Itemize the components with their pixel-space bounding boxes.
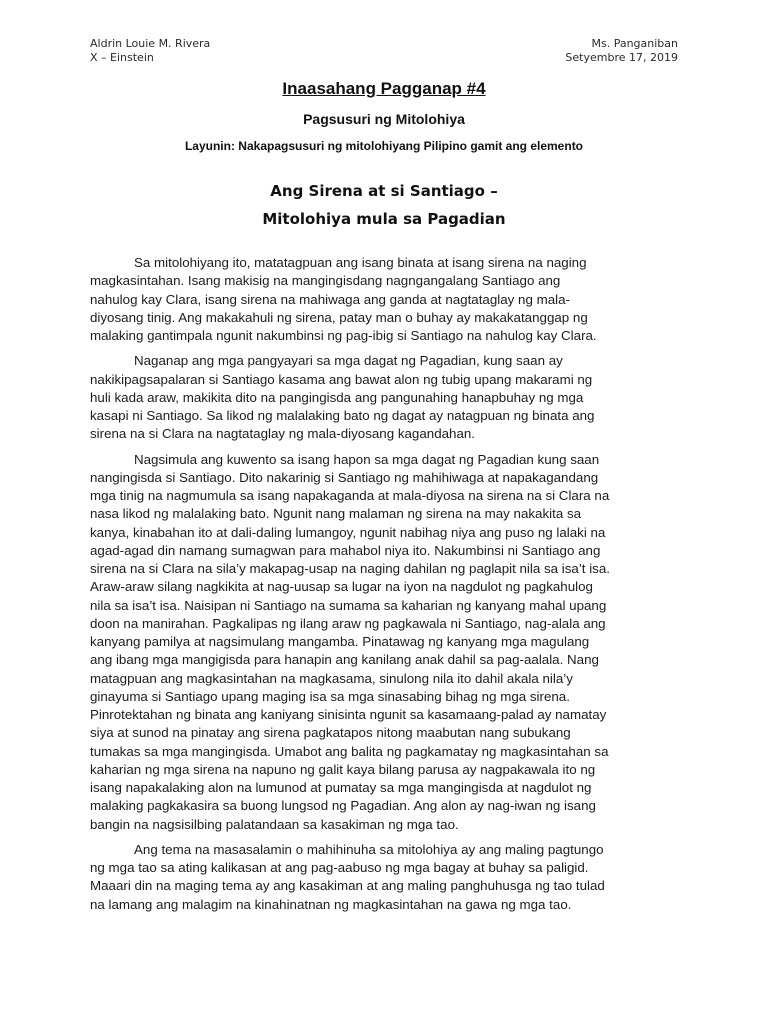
paragraph-line: ng mga tao sa ating kalikasan at ang pag-aabuso ng mga bagay at buhay sa paligid. — [90, 860, 589, 875]
paragraph-line: isang napakalaking alon na lumunod at pumatay sa mga mangingisda at nagdulot ng — [90, 780, 592, 795]
objective-line: Layunin: Nakapagsusuri ng mitolohiyang Pilipino gamit ang elemento — [184, 139, 584, 153]
paragraph-line: malaking pagkakasira sa buong lungsod ng Pagadian. Ang alon ay nag-iwan ng isang — [90, 798, 596, 814]
paragraph-line: sirena na si Clara na sila’y makapag-usap na naging dahilan ng paglapit nila sa isa’t isa. — [90, 561, 610, 576]
body-paragraph — [90, 254, 678, 345]
paragraph-line: magkasintahan. Isang makisig na mangingisdang nagngangalang Santiago ang — [90, 273, 561, 289]
story-title-line-2: Mitolohiya mula sa Pagadian — [262, 210, 506, 228]
paragraph-line: matagpuan ang magkasintahan na magkasama, sinulong nila ito dahil akala nila’y — [90, 670, 573, 686]
paragraph-line: malaking gantimpala ngunit nakumbinsi ng pag-ibig si Santiago na nahulog kay Clara. — [90, 328, 597, 343]
student-section: X – Einstein — [90, 51, 154, 64]
paragraph-line: sirena na si Clara na nagtataglay ng mala-diyosang kagandahan. — [90, 426, 476, 442]
paragraph-line: kasapi ni Santiago. Sa likod ng malalaking bato ng dagat ay natagpuan ng binata ang — [90, 408, 595, 423]
body-paragraph — [90, 451, 678, 834]
paragraph-line: ginayuma si Santiago upang maging isa sa mga sinasabing bihag ng mga sirena. — [90, 688, 570, 704]
paragraph-line: Sa mitolohiyang ito, matatagpuan ang isang binata at isang sirena na naging — [134, 255, 587, 270]
paragraph-line: diyosang tinig. Ang makakahuli ng sirena, patay man o buhay ay makakatanggap ng — [90, 309, 588, 325]
body-paragraph — [90, 352, 678, 443]
paragraph-line: kanyang pamilya at nagsimulang mangamba. Pinatawag ng kanyang mga magulang — [90, 634, 590, 649]
paragraph-line: bangin na nagsisilbing palatandaan sa kasakiman ng mga tao. — [90, 816, 459, 832]
document-date: Setyembre 17, 2019 — [565, 51, 678, 64]
header-student-info — [90, 37, 210, 65]
body-paragraph — [90, 841, 678, 914]
paragraph-line: nangingisda si Santiago. Dito nakarinig si Santiago ng mahihiwaga at napakagandang — [90, 469, 599, 485]
story-body — [90, 254, 678, 921]
paragraph-line: doon na manirahan. Pagkalipas ng ilang araw ng pagkawala ni Santiago, nag-alala ang — [90, 615, 606, 631]
story-title-line-1: Ang Sirena at si Santiago – — [270, 182, 498, 200]
paragraph-line: Maaari din na maging tema ay ang kasakiman at ang maling panghuhusga ng tao tulad — [90, 878, 605, 894]
paragraph-line: Ang tema na masasalamin o mahihinuha sa mitolohiya ay ang maling pagtungo — [134, 841, 604, 857]
header-teacher-info — [565, 37, 678, 65]
paragraph-line: tumakas sa mga mangingisda. Umabot ang balita ng pagkamatay ng magkasintahan sa — [90, 743, 609, 759]
paragraph-line: nasa likod ng malalaking bato. Ngunit nang malaman ng sirena na may nakakita sa — [90, 506, 582, 522]
paragraph-line: Pinrotektahan ng binata ang kaniyang sinisinta ngunit sa kasamaang-palad ay namatay — [90, 707, 607, 722]
paragraph-line: huli kada araw, makikita dito na pangingisda ang pangunahing hanapbuhay ng mga — [90, 389, 584, 405]
document-title: Inaasahang Pagganap #4 — [282, 79, 486, 98]
paragraph-line: mga tinig na nagmumula sa isang napakaganda at mala-diyosa na sirena na si Clara na — [90, 488, 610, 503]
paragraph-line: Araw-araw silang nagkikita at nag-uusap sa lugar na iyon na nagdulot ng pagkahulog — [90, 579, 593, 595]
paragraph-line: Naganap ang mga pangyayari sa mga dagat ng Pagadian, kung saan ay — [134, 353, 563, 369]
paragraph-line: ang ibang mga mangigisda para hanapin ang kanilang anak dahil sa pag-aalala. Nang — [90, 652, 599, 668]
paragraph-line: nahulog kay Clara, isang sirena na mahiwaga ang ganda at nagtataglay ng mala- — [90, 291, 570, 307]
student-name: Aldrin Louie M. Rivera — [90, 37, 211, 50]
paragraph-line: kaharian ng mga sirena na napuno ng galit kaya bilang parusa ay nagpakawala ito ng — [90, 761, 596, 777]
paragraph-line: Nagsimula ang kuwento sa isang hapon sa mga dagat ng Pagadian kung saan — [134, 451, 600, 467]
document-subtitle: Pagsusuri ng Mitolohiya — [303, 111, 465, 127]
paragraph-line: siya at sunod na pinatay ang sirena pagkatapos nitong maabutan nang subukang — [90, 725, 571, 741]
teacher-name: Ms. Panganiban — [591, 37, 678, 50]
paragraph-line: kanya, kinabahan ito at dali-daling lumangoy, ngunit nabihag niya ang puso ng lalaki na — [90, 524, 606, 540]
paragraph-line: nila sa isa’t isa. Naisipan ni Santiago na sumama sa kaharian ng kanyang mahal upang — [90, 597, 607, 613]
paragraph-line: na lamang ang malagim na kinahinatnan ng magkasintahan na gawa ng mga tao. — [90, 896, 572, 912]
paragraph-line: nakikipagsapalaran si Santiago kasama ang bawat alon ng tubig upang makarami ng — [90, 371, 593, 387]
paragraph-line: agad-agad din namang sumagwan para mahabol niya ito. Nakumbinsi ni Santiago ang — [90, 542, 601, 558]
